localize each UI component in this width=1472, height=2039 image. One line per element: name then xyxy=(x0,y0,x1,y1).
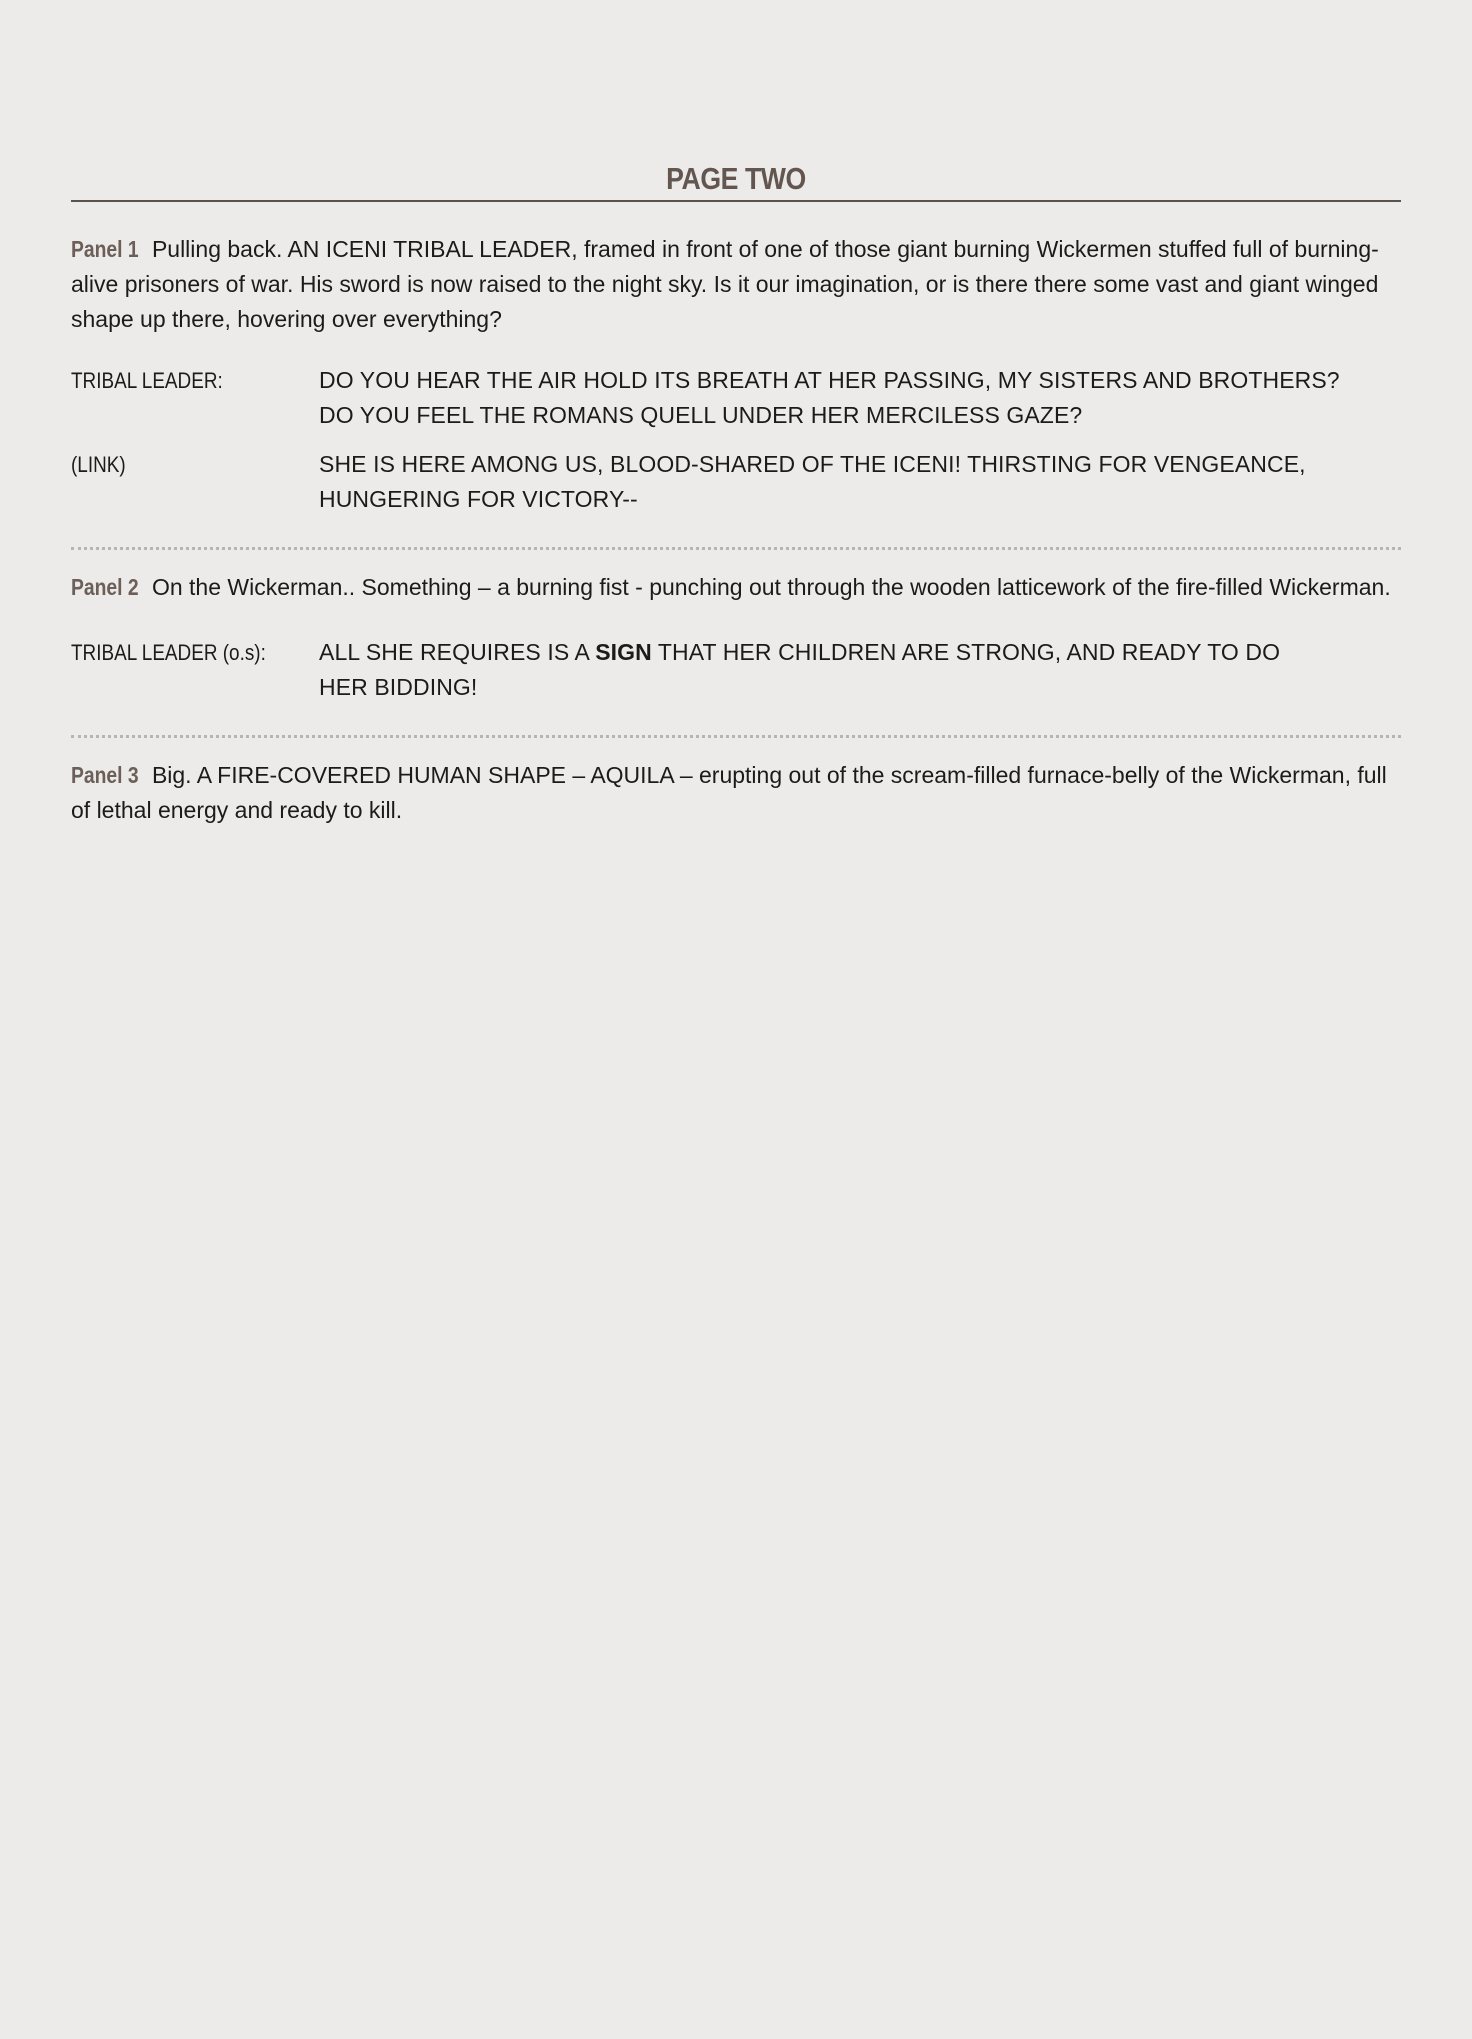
panel-2 xyxy=(71,570,1401,605)
dialogue-block xyxy=(71,447,1401,517)
speaker-name: (LINK) xyxy=(71,452,126,477)
panel-description-text: Pulling back. AN ICENI TRIBAL LEADER, framed in front of one of those giant burning Wickermen stuffed full of burning-alive prisoners of war. His sword is now raised to the night sky. Is it our imagination, or is there there some vast and giant winged shape up there, hovering over everything? xyxy=(71,236,1379,332)
dialogue-block xyxy=(71,363,1401,433)
dialogue-line xyxy=(319,447,1401,517)
panel-3 xyxy=(71,758,1401,828)
panel-description xyxy=(71,232,1401,337)
dialogue-block xyxy=(71,635,1401,705)
panel-label: Panel 2 xyxy=(71,574,139,600)
panel-divider xyxy=(71,735,1401,738)
dialogue-text: THAT HER CHILDREN ARE STRONG, AND READY TO DO xyxy=(651,639,1281,665)
dialogue-line-2: DO YOU FEEL THE ROMANS QUELL UNDER HER MERCILESS GAZE? xyxy=(319,402,1083,428)
panel-divider xyxy=(71,547,1401,550)
dialogue-line-2: HUNGERING FOR VICTORY-- xyxy=(319,486,638,512)
dialogue-text: ALL SHE REQUIRES IS A xyxy=(319,639,596,665)
title-rule xyxy=(71,200,1401,202)
panel-description-text: Big. A FIRE-COVERED HUMAN SHAPE – AQUILA – erupting out of the scream-filled furnace-belly of the Wickerman, full of lethal energy and ready to kill. xyxy=(71,762,1387,823)
speaker-name: TRIBAL LEADER: xyxy=(71,368,223,393)
dialogue-line-1: SHE IS HERE AMONG US, BLOOD-SHARED OF THE ICENI! THIRSTING FOR VENGEANCE, xyxy=(319,451,1306,477)
panel-label: Panel 3 xyxy=(71,762,139,788)
panel-1 xyxy=(71,232,1401,337)
dialogue-line-1: DO YOU HEAR THE AIR HOLD ITS BREATH AT HER PASSING, MY SISTERS AND BROTHERS? xyxy=(319,367,1340,393)
panel-description-text: On the Wickerman.. Something – a burning fist - punching out through the wooden latticework of the fire-filled Wickerman. xyxy=(151,574,1391,600)
dialogue-line-2: HER BIDDING! xyxy=(319,674,478,700)
dialogue-line-1 xyxy=(319,635,1401,670)
page-title: PAGE TWO xyxy=(666,161,806,196)
dialogue-line xyxy=(319,635,1401,705)
speaker-name: TRIBAL LEADER (o.s): xyxy=(71,640,266,665)
script-page xyxy=(71,160,1401,828)
panel-label: Panel 1 xyxy=(71,236,139,262)
emphasized-word: SIGN xyxy=(595,639,652,665)
panel-description xyxy=(71,758,1401,828)
dialogue-line xyxy=(319,363,1401,433)
panel-description xyxy=(71,570,1401,605)
